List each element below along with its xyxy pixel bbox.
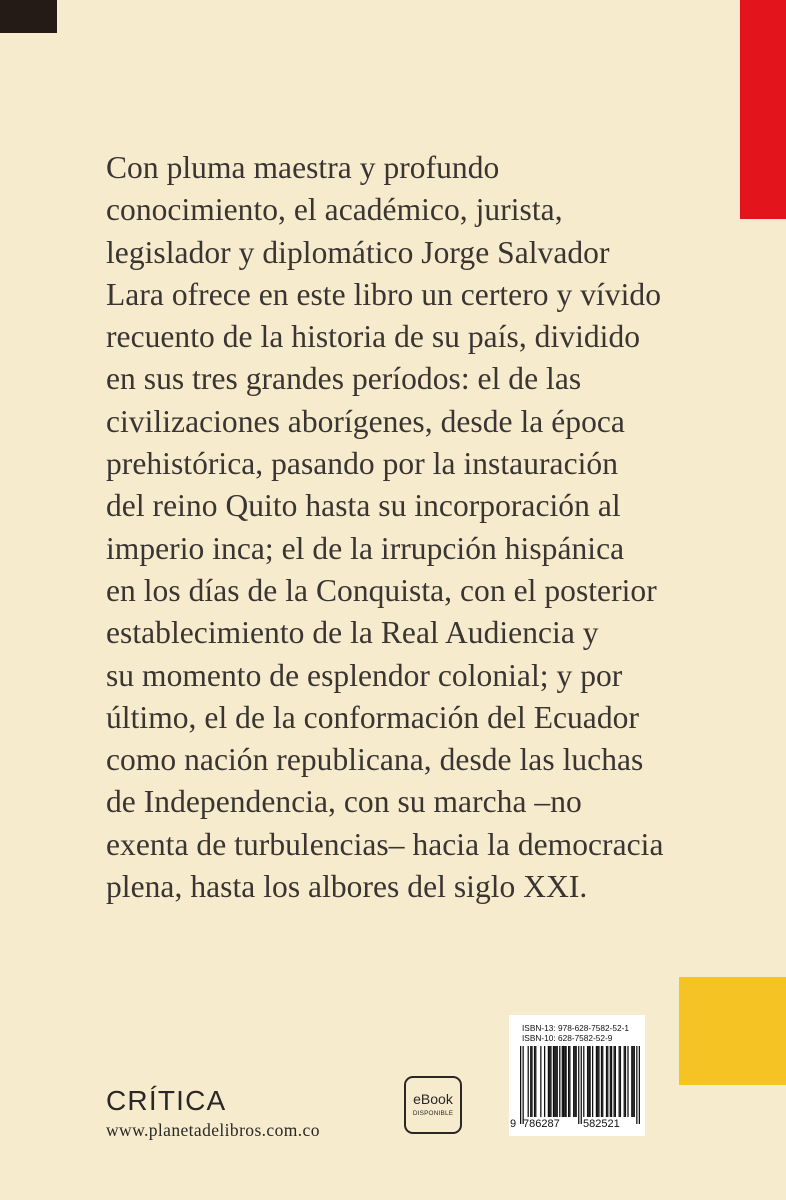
barcode-bar <box>632 1046 633 1117</box>
barcode-bar <box>535 1046 536 1117</box>
isbn-barcode <box>509 1015 645 1136</box>
barcode-bar <box>555 1046 556 1117</box>
barcode-bar <box>634 1046 635 1117</box>
barcode-left-digits: 786287 <box>523 1118 560 1130</box>
blurb-line: conocimiento, el académico, jurista, <box>106 192 563 228</box>
blurb-line: legislador y diplomático Jorge Salvador <box>106 234 610 270</box>
barcode-bar <box>587 1046 588 1117</box>
barcode-bar <box>583 1046 584 1117</box>
barcode-bar <box>530 1046 531 1117</box>
barcode-bar <box>520 1046 521 1124</box>
blurb-line: plena, hasta los albores del siglo XXI. <box>106 869 588 905</box>
blurb-line: imperio inca; el de la irrupción hispánica <box>106 530 625 566</box>
ebook-badge-subtitle: DISPONIBLE <box>412 1110 454 1117</box>
barcode-bar <box>639 1046 640 1124</box>
barcode-bar <box>598 1046 599 1117</box>
barcode-bar <box>589 1046 590 1117</box>
blurb-line: su momento de esplendor colonial; y por <box>106 657 623 693</box>
blurb-line: exenta de turbulencias– hacia la democracia <box>106 826 664 862</box>
publisher-logo: CRÍTICA <box>106 1085 227 1116</box>
barcode-bar <box>624 1046 625 1117</box>
barcode-bar <box>531 1046 532 1117</box>
barcode-bar <box>573 1046 574 1117</box>
barcode-bar <box>574 1046 575 1117</box>
barcode-bar <box>568 1046 569 1117</box>
barcode-bar <box>588 1046 589 1117</box>
isbn13-label: ISBN-13: 978-628-7582-52-1 <box>522 1023 630 1033</box>
barcode-bar <box>627 1046 628 1117</box>
barcode-bar <box>607 1046 608 1117</box>
blurb-line: Con pluma maestra y profundo <box>106 150 500 185</box>
red-color-band <box>740 0 786 219</box>
ebook-available-badge <box>404 1076 462 1134</box>
barcode-bar <box>554 1046 555 1117</box>
barcode-bar <box>592 1046 593 1117</box>
barcode-bar <box>596 1046 597 1117</box>
barcode-bar <box>631 1046 632 1117</box>
barcode-bar <box>540 1046 541 1117</box>
barcode-lead-digit: 9 <box>510 1118 517 1130</box>
barcode-bar <box>553 1046 554 1117</box>
barcode-bar <box>559 1046 560 1117</box>
blurb-line: del reino Quito hasta su incorporación al <box>106 488 621 524</box>
barcode-bar <box>606 1046 607 1117</box>
isbn10-label: ISBN-10: 628-7582-52-9 <box>522 1033 613 1043</box>
barcode-bar <box>564 1046 565 1117</box>
yellow-color-band <box>679 977 786 1085</box>
blurb-line: civilizaciones aborígenes, desde la época <box>106 403 625 439</box>
barcode-bar <box>557 1046 558 1117</box>
barcode-bar <box>528 1046 529 1117</box>
barcode-bar <box>576 1046 577 1117</box>
barcode-bar <box>562 1046 563 1117</box>
barcode-bar <box>611 1046 612 1117</box>
barcode-bar <box>578 1046 579 1124</box>
barcode-bar <box>534 1046 535 1117</box>
blurb-line: Lara ofrece en este libro un certero y vívido <box>106 276 661 312</box>
blurb-line: establecimiento de la Real Audiencia y <box>106 615 599 651</box>
barcode-bar <box>620 1046 621 1117</box>
blurb-line: como nación republicana, desde las luchas <box>106 742 644 778</box>
blurb-line: prehistórica, pasando por la instauración <box>106 446 619 482</box>
barcode-bar <box>581 1046 582 1124</box>
back-cover-blurb <box>106 147 736 908</box>
barcode-bar <box>523 1046 524 1124</box>
blurb-line: recuento de la historia de su país, dividido <box>106 319 641 355</box>
barcode-bar <box>548 1046 549 1117</box>
barcode-bar <box>569 1046 570 1117</box>
corner-color-block <box>0 0 57 33</box>
barcode-bar <box>563 1046 564 1117</box>
barcode-bar <box>597 1046 598 1117</box>
barcode-bar <box>636 1046 637 1124</box>
barcode-bar <box>565 1046 566 1117</box>
barcode-bar <box>549 1046 550 1117</box>
barcode-bar <box>601 1046 602 1117</box>
blurb-line: en sus tres grandes períodos: el de las <box>106 361 582 397</box>
barcode-bar <box>619 1046 620 1117</box>
barcode-bar <box>615 1046 616 1117</box>
barcode-bar <box>550 1046 551 1117</box>
ebook-badge-title: eBook <box>413 1091 453 1107</box>
barcode-bar <box>625 1046 626 1117</box>
barcode-right-digits: 582521 <box>583 1118 620 1130</box>
blurb-line: último, el de la conformación del Ecuador <box>106 699 639 735</box>
blurb-line: en los días de la Conquista, con el posterior <box>106 572 657 608</box>
barcode-bar <box>613 1046 614 1117</box>
barcode-bar <box>544 1046 545 1117</box>
blurb-line: de Independencia, con su marcha –no <box>106 784 582 820</box>
barcode-bar <box>610 1046 611 1117</box>
publisher-url[interactable]: www.planetadelibros.com.co <box>106 1120 320 1140</box>
barcode-bar <box>602 1046 603 1117</box>
